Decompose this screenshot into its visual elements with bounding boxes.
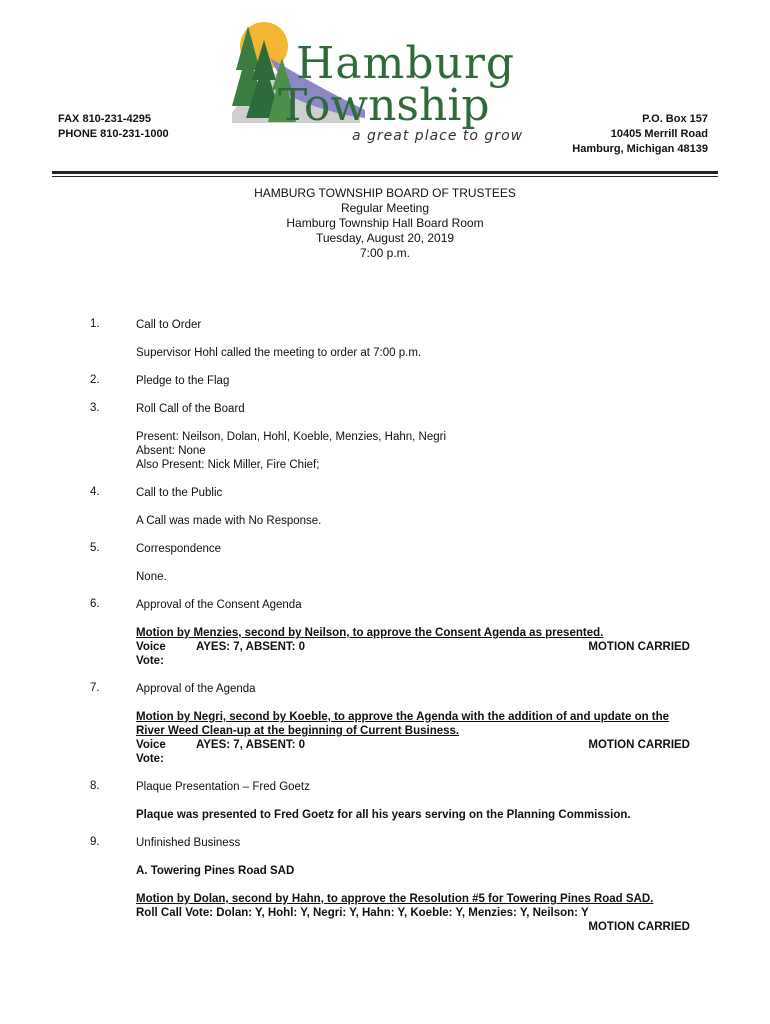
meeting-title-block: [0, 186, 770, 261]
agenda-item-unfinished-business: [90, 836, 690, 934]
agenda-item-consent-agenda: [90, 598, 690, 668]
item-number: 9.: [90, 836, 100, 848]
item-number: 2.: [90, 374, 100, 386]
item-title: Correspondence: [136, 543, 222, 555]
vote-label: Voice Vote:: [136, 739, 166, 765]
agenda-item-correspondence: [90, 542, 690, 584]
item-title: Approval of the Consent Agenda: [136, 599, 302, 611]
logo-word-hamburg: Hamburg: [296, 38, 516, 89]
item-number: 7.: [90, 682, 100, 694]
motion-carried: MOTION CARRIED: [588, 921, 690, 933]
roll-call-present: Present: Neilson, Dolan, Hohl, Koeble, Menzies, Hahn, Negri: [136, 431, 447, 443]
motion-carried: MOTION CARRIED: [588, 739, 690, 751]
roll-call-vote: Roll Call Vote: Dolan: Y, Hohl: Y, Negri: Y, Hahn: Y, Koeble: Y, Menzies: Y, Neilson: Y: [136, 907, 589, 919]
vote-result: AYES: 7, ABSENT: 0: [196, 739, 306, 751]
motion-text-line2: River Weed Clean-up at the beginning of Current Business.: [136, 725, 460, 737]
vote-row: [136, 738, 690, 766]
board-name: HAMBURG TOWNSHIP BOARD OF TRUSTEES: [254, 186, 516, 200]
contact-right: [572, 112, 708, 157]
item-text: None.: [136, 571, 167, 583]
motion-carried: MOTION CARRIED: [588, 641, 690, 653]
vote-result: AYES: 7, ABSENT: 0: [196, 641, 306, 653]
meeting-type: Regular Meeting: [340, 201, 430, 215]
agenda-item-approval-agenda: [90, 682, 690, 766]
motion-text: Motion by Menzies, second by Neilson, to approve the Consent Agenda as presented.: [136, 627, 604, 639]
item-title: Roll Call of the Board: [136, 403, 245, 415]
po-box: P.O. Box 157: [642, 113, 708, 125]
roll-call-absent: Absent: None: [136, 445, 206, 457]
item-text: A Call was made with No Response.: [136, 515, 322, 527]
street-address: 10405 Merrill Road: [610, 128, 708, 140]
vote-row: [136, 640, 690, 668]
item-number: 4.: [90, 486, 100, 498]
agenda-item-roll-call: [90, 402, 690, 472]
phone-number: PHONE 810-231-1000: [58, 128, 169, 140]
agenda-item-call-to-order: [90, 318, 690, 360]
motion-block: [136, 710, 690, 766]
meeting-location: Hamburg Township Hall Board Room: [286, 216, 484, 230]
motion-block: [136, 892, 690, 934]
vote-label: Voice Vote:: [136, 641, 166, 667]
logo-tagline: a great place to grow: [352, 128, 524, 144]
agenda-item-call-to-public: [90, 486, 690, 528]
header-divider-thin: [52, 176, 718, 177]
township-logo: [230, 18, 535, 148]
motion-text-line1: Motion by Negri, second by Koeble, to approve the Agenda with the addition of and update on the: [136, 711, 670, 723]
agenda-items: [90, 318, 690, 934]
sub-item-title: A. Towering Pines Road SAD: [136, 865, 295, 877]
item-number: 5.: [90, 542, 100, 554]
item-number: 8.: [90, 780, 100, 792]
meeting-time: 7:00 p.m.: [359, 246, 411, 260]
item-number: 6.: [90, 598, 100, 610]
item-text: Supervisor Hohl called the meeting to order at 7:00 p.m.: [136, 347, 422, 359]
item-title: Unfinished Business: [136, 837, 241, 849]
item-title: Pledge to the Flag: [136, 375, 230, 387]
agenda-item-plaque: [90, 780, 690, 822]
logo-word-township: Township: [278, 80, 490, 131]
item-title: Call to the Public: [136, 487, 223, 499]
plaque-text: Plaque was presented to Fred Goetz for all his years serving on the Planning Commission.: [136, 809, 631, 821]
item-title: Call to Order: [136, 319, 202, 331]
item-number: 1.: [90, 318, 100, 330]
meeting-date: Tuesday, August 20, 2019: [315, 231, 455, 245]
roll-call-also-present: Also Present: Nick Miller, Fire Chief;: [136, 459, 320, 471]
item-title: Approval of the Agenda: [136, 683, 256, 695]
city-state-zip: Hamburg, Michigan 48139: [572, 143, 708, 155]
item-title: Plaque Presentation – Fred Goetz: [136, 781, 310, 793]
fax-number: FAX 810-231-4295: [58, 113, 151, 125]
item-number: 3.: [90, 402, 100, 414]
motion-block: [136, 626, 690, 668]
agenda-item-pledge: [90, 374, 690, 388]
motion-text: Motion by Dolan, second by Hahn, to approve the Resolution #5 for Towering Pines Road SAD.: [136, 893, 654, 905]
contact-left: [58, 112, 169, 142]
header-divider: [52, 171, 718, 174]
